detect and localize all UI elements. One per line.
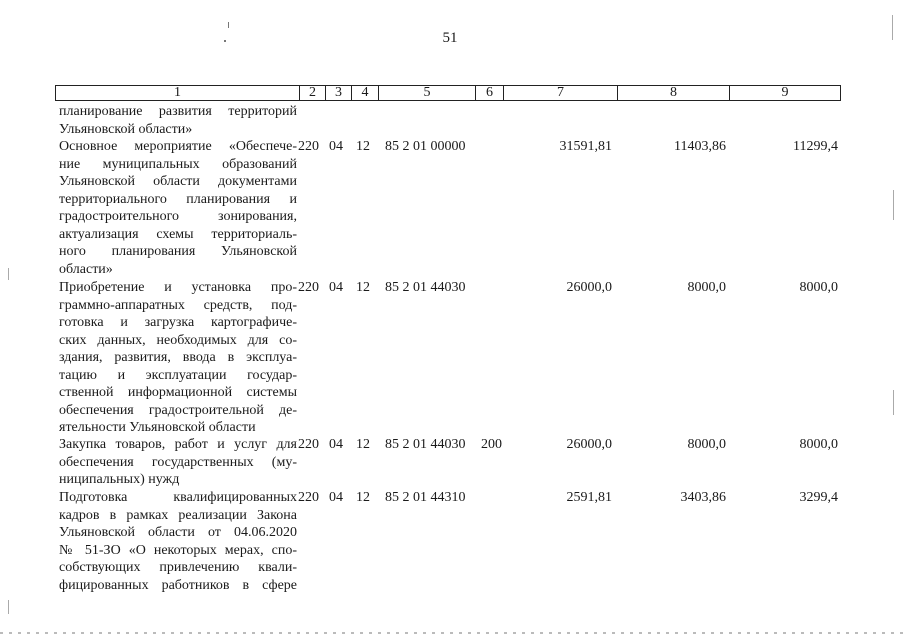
header-col-3: 3 <box>325 86 351 100</box>
row-name-line: обеспечения государственных (му- <box>59 454 297 470</box>
row-name-line: ного планирования Ульяновской <box>59 244 297 259</box>
header-col-7: 7 <box>503 86 617 100</box>
scan-speck <box>228 22 229 28</box>
header-col-6: 6 <box>475 86 503 100</box>
header-col-1: 1 <box>174 85 181 100</box>
row-name-line: Закупка товаров, работ и услуг для <box>59 437 297 452</box>
row-name-line: ние муниципальных образований <box>59 156 297 172</box>
row-code-section: 04 <box>329 139 343 154</box>
page-number: 51 <box>442 30 458 46</box>
row-name-line: территориального планирования и <box>59 191 297 207</box>
row-value-col7: 31591,81 <box>559 139 612 154</box>
row-name <box>59 138 297 278</box>
header-col-8: 8 <box>617 86 729 100</box>
row-name <box>59 489 297 594</box>
row-code-subsection: 12 <box>356 490 370 505</box>
row-name <box>59 279 297 437</box>
row-code-expense-type: 200 <box>481 437 502 452</box>
header-col-9: 9 <box>729 86 840 100</box>
scan-edge-mark <box>893 390 894 415</box>
scan-speck <box>224 40 226 42</box>
row-code-subsection: 12 <box>356 437 370 452</box>
row-name-line: Подготовка квалифицированных <box>59 490 297 505</box>
row-code-admin: 220 <box>298 437 319 452</box>
row-name-line: готовка и загрузка картографиче- <box>59 315 297 330</box>
row-code-target: 85 2 01 44310 <box>385 490 466 505</box>
row-code-admin: 220 <box>298 490 319 505</box>
row-value-col9: 3299,4 <box>799 490 838 505</box>
row-name <box>59 103 297 138</box>
row-name <box>59 436 297 489</box>
row-name-line: тацию и эксплуатации государ- <box>59 367 297 383</box>
scan-edge-mark <box>892 15 893 40</box>
row-code-subsection: 12 <box>356 139 370 154</box>
row-value-col7: 26000,0 <box>566 280 612 295</box>
row-name-line: градостроительного зонирования, <box>59 209 297 224</box>
row-name-line: актуализация схемы территориаль- <box>59 226 297 242</box>
row-name-line: № 51-ЗО «О некоторых мерах, спо- <box>59 542 297 558</box>
row-value-col7: 26000,0 <box>566 437 612 452</box>
row-value-col8: 3403,86 <box>680 490 726 505</box>
row-name-line: ятельности Ульяновской области <box>59 420 256 435</box>
scan-edge-mark <box>893 190 894 220</box>
row-name-line: ских данных, необходимых для со- <box>59 332 297 348</box>
row-name-line: обеспечения градостроительной де- <box>59 402 297 418</box>
header-col-5: 5 <box>378 86 475 100</box>
row-value-col8: 8000,0 <box>687 280 726 295</box>
row-code-target: 85 2 01 00000 <box>385 139 466 154</box>
row-value-col8: 11403,86 <box>674 139 726 154</box>
row-code-target: 85 2 01 44030 <box>385 280 466 295</box>
row-code-section: 04 <box>329 490 343 505</box>
row-name-line: Основное мероприятие «Обеспече- <box>59 139 297 154</box>
scan-bottom-edge <box>0 632 905 634</box>
row-value-col9: 8000,0 <box>799 437 838 452</box>
row-name-line: граммно-аппаратных средств, под- <box>59 297 297 313</box>
row-name-line: Ульяновской области» <box>59 121 193 137</box>
row-name-line: ниципальных) нужд <box>59 472 180 487</box>
row-code-admin: 220 <box>298 139 319 154</box>
row-name-line: здания, развития, ввода в эксплуа- <box>59 350 297 365</box>
scan-edge-mark <box>8 268 9 280</box>
table-header-row <box>55 85 841 101</box>
row-name-line: области» <box>59 261 113 277</box>
row-name-line: Ульяновской области документами <box>59 174 297 189</box>
row-code-admin: 220 <box>298 280 319 295</box>
row-code-subsection: 12 <box>356 280 370 295</box>
row-value-col8: 8000,0 <box>687 437 726 452</box>
row-value-col9: 11299,4 <box>793 139 838 154</box>
row-name-line: кадров в рамках реализации Закона <box>59 507 297 523</box>
scan-edge-mark <box>8 600 9 614</box>
header-col-2: 2 <box>299 86 325 100</box>
row-name-line: Ульяновской области от 04.06.2020 <box>59 525 297 540</box>
header-col-4: 4 <box>351 86 378 100</box>
row-value-col9: 8000,0 <box>799 280 838 295</box>
row-code-section: 04 <box>329 437 343 452</box>
row-code-target: 85 2 01 44030 <box>385 437 466 452</box>
row-code-section: 04 <box>329 280 343 295</box>
row-name-line: ственной информационной системы <box>59 385 297 400</box>
row-name-line: Приобретение и установка про- <box>59 280 297 295</box>
row-value-col7: 2591,81 <box>566 490 612 505</box>
row-name-line: фицированных работников в сфере <box>59 577 297 593</box>
row-name-line: собствующих привлечению квали- <box>59 560 297 575</box>
row-name-line: планирование развития территорий <box>59 104 297 119</box>
